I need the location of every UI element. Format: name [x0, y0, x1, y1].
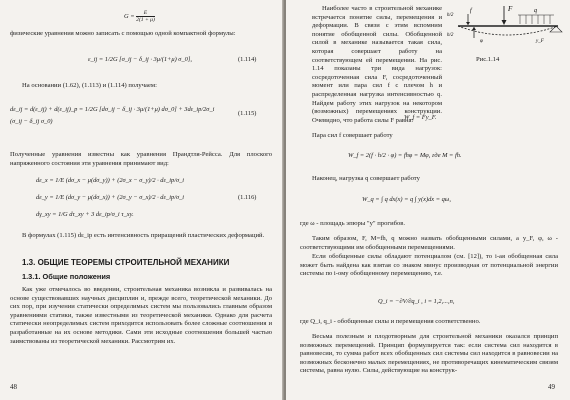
- paragraph: Весьма полезным и плодотворным для строительной механики оказался принцип возможных перемещений. Принцип формулируется так: если система сил находится в равновесии, то сумма работ всех обобщенных сил системы сил находится в равновесии на возможных бесконечно малых перемещениях, не противоречащих кинематическим связям системы, равна нулю. Силы, действующие на конструк-: [300, 333, 558, 375]
- equation-work-force: W_f = Fy_F.: [404, 114, 437, 121]
- force-label: F: [508, 5, 513, 13]
- equation-number: (1.116): [238, 194, 257, 201]
- equation-work-pair: W_f = 2(f · h/2 · φ) = fhφ = Mφ, где M = fh.: [348, 152, 462, 159]
- paragraph: Если обобщенные силы обладают потенциалом (см. [12]), то i-ая обобщенная сила может быть найдена как взятая со знаком минус производная от потенциальной энергии системы по i-ому обобщенному перемещению, т.е.: [300, 253, 558, 278]
- eq-num: E: [136, 10, 155, 17]
- paragraph: Наконец, нагрузка q совершает работу: [312, 175, 420, 182]
- equation-1116-line: dε_y = 1/E (dσ_y − μ(dσ_x)) + (2σ_y − σ_x)/2 · dε_ip/σ_i: [36, 194, 185, 201]
- distributed-load: [518, 15, 554, 24]
- eq-den: 2(1 + μ): [136, 17, 155, 23]
- paragraph: В формулах (1.115) dε_ip есть интенсивность приращений пластических деформаций.: [22, 232, 265, 239]
- figure-1-14: [446, 2, 564, 58]
- angle-label: φ: [480, 39, 483, 44]
- load-label: q: [534, 8, 537, 14]
- paragraph: Пара сил f совершает работу: [312, 132, 393, 139]
- paragraph: На основании (1.62), (1.113) и (1.114) получаем:: [22, 82, 157, 89]
- figure-caption: Рис.1.14: [476, 56, 500, 63]
- paragraph: физические уравнения можно записать с помощью одной компактной формулы:: [10, 30, 236, 37]
- paragraph: Полученные уравнения известны как уравнения Прандтля-Рейсса. Для плоского напряженного состояния эти уравнения принимают вид:: [10, 151, 272, 167]
- equation-number: (1.114): [238, 56, 257, 63]
- half-arm-label: h/2: [447, 33, 454, 38]
- page-number: 49: [548, 383, 555, 391]
- equation-shear-modulus: [124, 10, 155, 23]
- force-arrowhead: [502, 20, 507, 25]
- paragraph: где Q_i, q_i - обобщенные силы и перемещения соответственно.: [300, 318, 481, 325]
- pair-arrowhead: [472, 27, 476, 30]
- half-arm-label: h/2: [447, 13, 454, 18]
- pair-label: f: [470, 8, 472, 14]
- equation-work-load: W_q = ∫ q dx(x) = q ∫ y(x)dx = qω,: [362, 196, 451, 203]
- section-heading: 1.3. ОБЩИЕ ТЕОРЕМЫ СТРОИТЕЛЬНОЙ МЕХАНИКИ: [22, 258, 230, 267]
- paragraph: Наиболее часто в строительной механике встречается понятие силы, перемещения и деформации. В связи с этим вспомним понятие обобщенной силы. Обобщенной силой в механике называется такая сила, которая совершает работу на соответствующем ей перемещении. На рис. 1.14 показаны три вида нагрузок: сосредоточенная сила F, сосредоточенный момент или пара сил f с плечом h и распределенная нагрузка интенсивностью q. Найдем работу этих нагрузок на некотором (возможных) перемещениях конструкции. Очевидно, что работа силы F равна:: [312, 5, 442, 124]
- equation-1116-line: dγ_xy = 1/G dτ_xy + 3 dε_ip/σ_i τ_xy.: [36, 211, 134, 218]
- paragraph: Как уже отмечалось во введении, строительная механика возникла и развивалась на основе существовавших научных дисциплин и, прежде всего, теоретической механики. До сих пор, при изучении статически определимых систем мы пользовались главным образом уравнениями статики, также известными из теоретической механики. Однако для расчета статически неопределимых систем приходится использовать более сложные соотношения и разработанные на их основе методики. Сами эти исходные соотношения большей частью заимствованы из теоретической механики. Рассмотрим их.: [10, 286, 272, 345]
- subsection-heading: 1.3.1. Общие положения: [22, 272, 111, 281]
- equation-1115: dε_ij = d(ε_ij) + d(ε_ij)_p = 1/2G [dσ_ij − δ_ij · 3μ/(1+μ) dσ_0] + 3dε_ip/2σ_i (σ_ij − δ_ij σ_0): [10, 106, 215, 125]
- paragraph: где ω - площадь эпюры "y" прогибов.: [300, 220, 406, 227]
- paragraph: Таким образом, F, M=fh, q можно назвать обобщенными силами, а y_F, φ, ω - соответствующими им обобщенными перемещениями.: [300, 235, 558, 251]
- equation-1116-line: dε_x = 1/E (dσ_x − μ(dσ_y)) + (2σ_x − σ_y)/2 · dε_ip/σ_i: [36, 177, 185, 184]
- deflection-label: y_F: [536, 39, 544, 44]
- right-page: [286, 0, 570, 400]
- deflection-curve: [458, 26, 558, 35]
- page-number: 48: [10, 383, 17, 391]
- pair-arrowhead: [466, 22, 470, 25]
- equation-number: (1.115): [238, 110, 257, 117]
- equation-generalized-force: Q_i = −∂V/∂q_i , i = 1,2,...,n,: [378, 298, 455, 305]
- eq-lhs: G =: [124, 12, 135, 20]
- left-page: [0, 0, 284, 400]
- equation-1114: ε_ij = 1/2G [σ_ij − δ_ij · 3μ/(1+μ) σ_0],: [88, 56, 192, 63]
